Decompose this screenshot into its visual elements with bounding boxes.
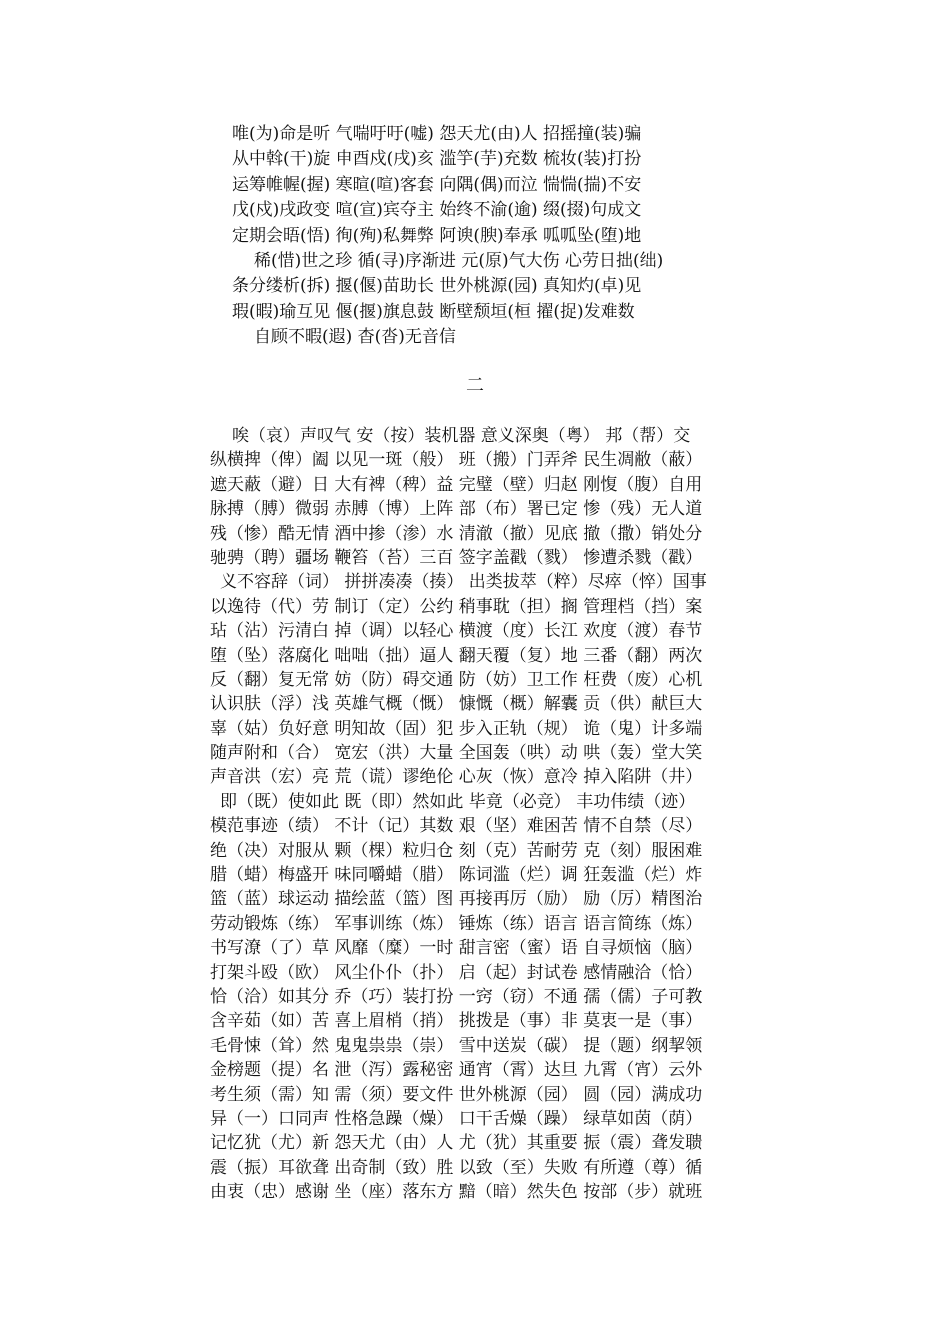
text-line: 纵横捭（俾）阖 以见一斑（般） 班（搬）门弄斧 民生凋敝（蔽）: [210, 450, 703, 471]
text-line: 戊(戍)戌政变 喧(宣)宾夺主 始终不渝(逾) 缀(掇)句成文: [232, 200, 642, 221]
text-line: 脉搏（膊）微弱 赤膊（博）上阵 部（布）署已定 惨（残）无人道: [210, 499, 703, 520]
word-list-section-two: [210, 424, 770, 1205]
text-line: 条分缕析(拆) 揠(偃)苗助长 世外桃源(园) 真知灼(卓)见: [232, 276, 642, 297]
text-line: 考生须（需）知 需（须）要文件 世外桃源（园） 圆（园）满成功: [210, 1084, 703, 1105]
section-number: 二: [466, 375, 484, 396]
text-line: 运筹帷幄(握) 寒暄(喧)客套 向隅(偶)而泣 惴惴(揣)不安: [232, 174, 642, 195]
text-line: 定期会晤(悟) 徇(殉)私舞弊 阿谀(腴)奉承 呱呱坠(堕)地: [232, 225, 642, 246]
text-line: 唉（哀）声叹气 安（按）装机器 意义深奥（粤） 邦（帮）交: [232, 426, 691, 446]
text-line: 模范事迹（绩） 不计（记）其数 艰（坚）难困苦 情不自禁（尽）: [210, 816, 703, 837]
text-line: 声音洪（宏）亮 荒（谎）谬绝伦 心灰（恢）意冷 掉入陷阱（井）: [210, 767, 703, 788]
text-line: 即（既）使如此 既（即）然如此 毕竟（必竞） 丰功伟绩（迹）: [220, 791, 696, 812]
text-line: 记忆犹（尤）新 怨天尤（由）人 尤（犹）其重要 振（震）聋发聩: [210, 1133, 703, 1154]
text-line: 书写潦（了）草 风靡（糜）一时 甜言密（蜜）语 自寻烦恼（脑）: [210, 938, 703, 959]
text-line: 义不容辞（词） 拼拼凑凑（揍） 出类拔萃（粹）尽瘁（悴）国事: [220, 572, 707, 593]
text-line: 由衷（忠）感谢 坐（座）落东方 黯（暗）然失色 按部（步）就班: [210, 1182, 703, 1203]
text-line: 金榜题（提）名 泄（泻）露秘密 通宵（霄）达旦 九霄（宵）云外: [210, 1060, 703, 1081]
text-line: 篮（蓝）球运动 描绘蓝（篮）图 再接再厉（励） 励（厉）精图治: [210, 889, 703, 910]
text-line: 异（一）口同声 性格急躁（燥） 口干舌燥（躁） 绿草如茵（荫）: [210, 1108, 703, 1129]
text-line: 从中斡(干)旋 申酉戍(戌)亥 滥竽(芋)充数 梳妆(装)打扮: [232, 149, 642, 170]
text-line: 瑕(暇)瑜互见 偃(揠)旗息鼓 断壁颓垣(桓 擢(捉)发难数: [232, 301, 635, 322]
text-line: 玷（沾）污清白 掉（调）以轻心 横渡（度）长江 欢度（渡）春节: [210, 621, 703, 642]
text-line: 随声附和（合） 宽宏（洪）大量 全国轰（哄）动 哄（轰）堂大笑: [210, 743, 703, 764]
text-line: 毛骨悚（耸）然 鬼鬼祟祟（崇） 雪中送炭（碳） 提（题）纲挈领: [210, 1035, 703, 1056]
text-line: 辜（姑）负好意 明知故（固）犯 步入正轨（规） 诡（鬼）计多端: [210, 718, 703, 739]
text-line: 稀(惜)世之珍 循(寻)序渐进 元(原)气大伤 心劳日拙(绌): [254, 250, 664, 271]
text-line: 遮天蔽（避）日 大有裨（稗）益 完璧（壁）归赵 刚愎（腹）自用: [210, 474, 703, 495]
word-list-section-one: [232, 122, 752, 351]
text-line: 认识肤（浮）浅 英雄气概（慨） 慷慨（概）解囊 贡（供）献巨大: [210, 694, 703, 715]
text-line: 驰骋（聘）疆场 鞭笞（苔）三百 签字盖戳（戮） 惨遭杀戮（戳）: [210, 547, 703, 568]
text-line: 绝（决）对服从 颗（棵）粒归仓 刻（克）苦耐劳 克（刻）服困难: [210, 840, 703, 861]
text-line: 劳动锻炼（练） 军事训练（炼） 锤炼（练）语言 语言简练（炼）: [210, 913, 703, 934]
text-line: 腊（蜡）梅盛开 味同嚼蜡（腊） 陈词滥（烂）调 狂轰滥（烂）炸: [210, 865, 703, 886]
text-line: 堕（坠）落腐化 咄咄（拙）逼人 翻天覆（复）地 三番（翻）两次: [210, 645, 703, 666]
text-line: 唯(为)命是听 气喘吁吁(嘘) 怨天尤(由)人 招摇撞(装)骗: [232, 124, 642, 144]
text-line: 震（振）耳欲聋 出奇制（致）胜 以致（至）失败 有所遵（尊）循: [210, 1157, 703, 1178]
text-line: 含辛茹（如）苦 喜上眉梢（捎） 挑拨是（事）非 莫衷一是（事）: [210, 1011, 703, 1032]
text-line: 以逸待（代）劳 制订（定）公约 稍事耽（担）搁 管理档（挡）案: [210, 596, 703, 617]
text-line: 自顾不暇(遐) 杳(沓)无音信: [254, 327, 456, 348]
text-line: 恰（洽）如其分 乔（巧）装打扮 一窍（窃）不通 孺（儒）子可教: [210, 986, 703, 1007]
text-line: 残（惨）酷无情 酒中掺（渗）水 清澈（撤）见底 撤（撒）销处分: [210, 523, 703, 544]
text-line: 打架斗殴（欧） 风尘仆仆（扑） 启（起）封试卷 感情融洽（恰）: [210, 962, 703, 983]
text-line: 反（翻）复无常 妨（防）碍交通 防（妨）卫工作 枉费（废）心机: [210, 669, 703, 690]
